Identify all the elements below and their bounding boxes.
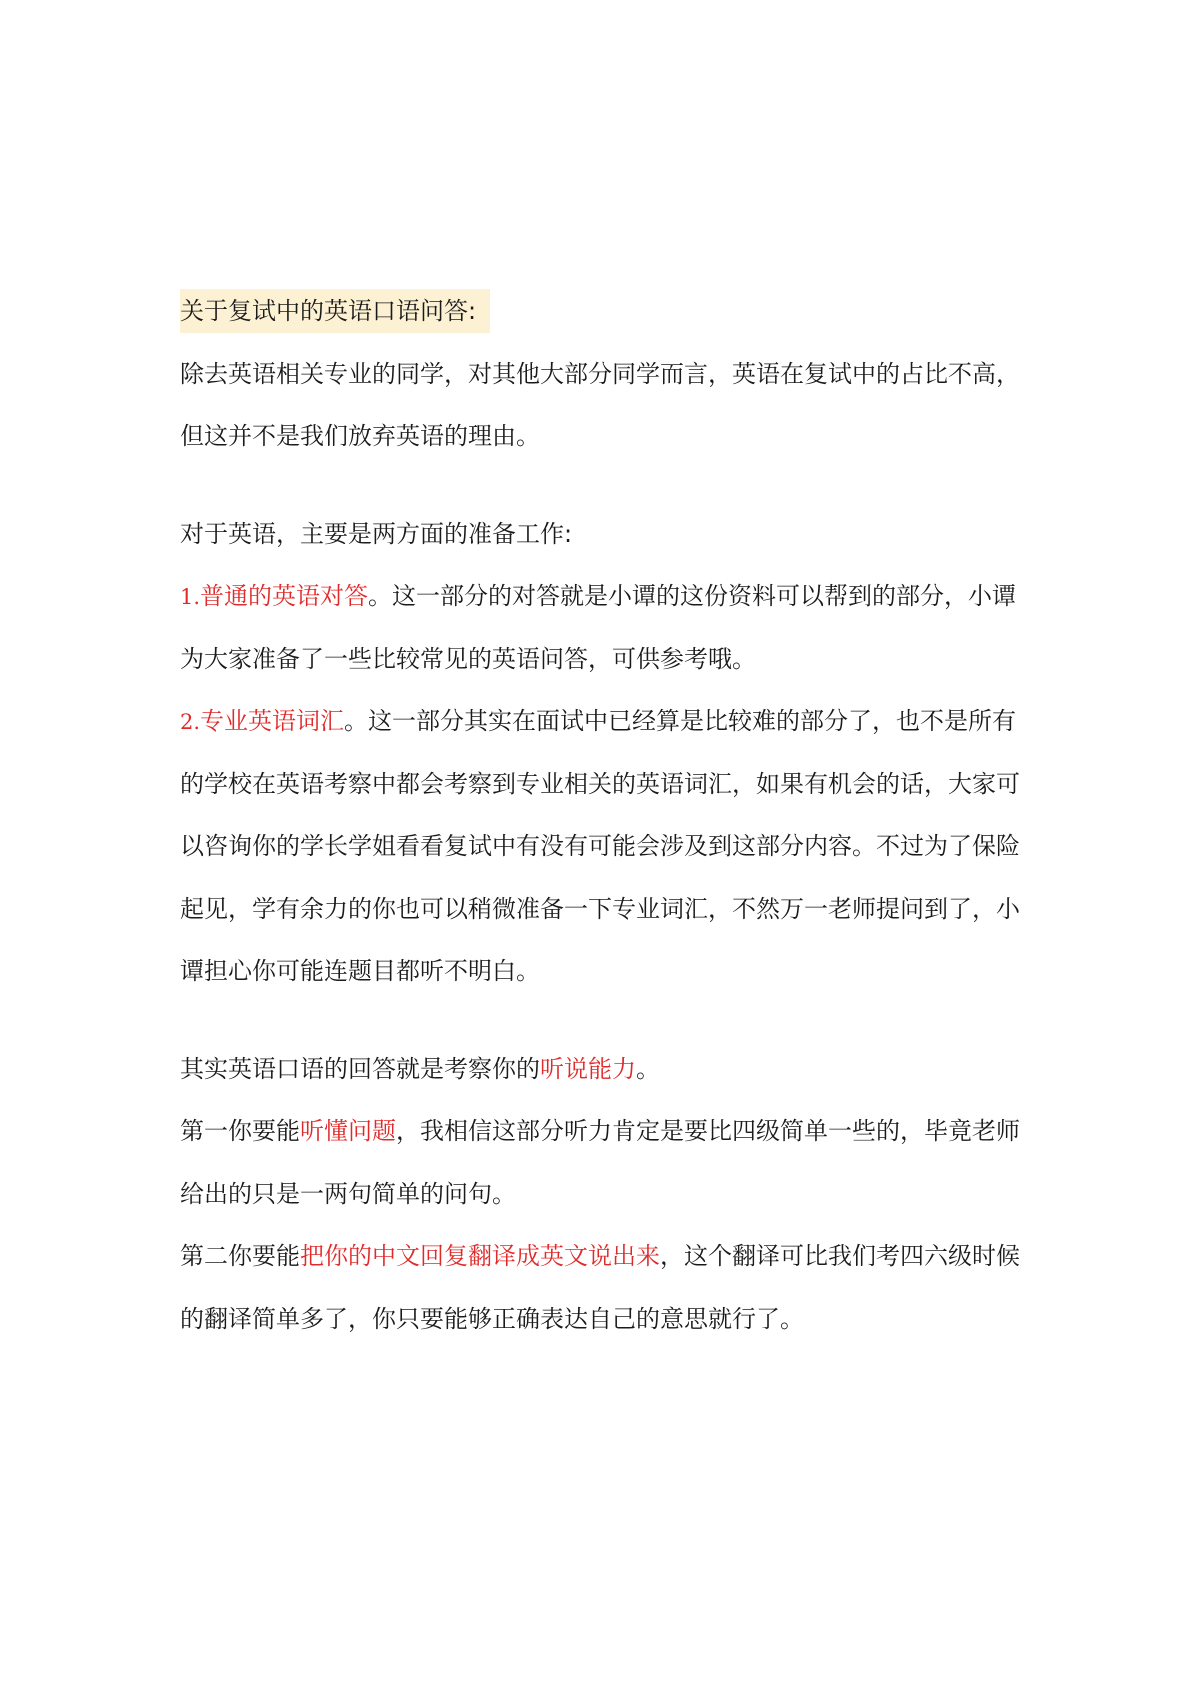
- list-number: 1.: [180, 585, 201, 609]
- paragraph-text: 第二你要能: [180, 1242, 300, 1270]
- highlight-text: 把你的中文回复翻译成英文说出来: [300, 1242, 660, 1270]
- document-body: [180, 280, 1020, 1350]
- paragraph-line: 的翻译简单多了，你只要能够正确表达自己的意思就行了。: [180, 1304, 804, 1333]
- paragraph-text: 。这一部分的对答就是小谭的这份资料可以帮到的部分，小谭: [368, 582, 1017, 610]
- paragraph-line: 为大家准备了一些比较常见的英语问答，可供参考哦。: [180, 644, 756, 673]
- paragraph-text: 其实英语口语的回答就是考察你的: [180, 1054, 540, 1083]
- paragraph-text: 。: [636, 1054, 660, 1083]
- speaking-second: [180, 1225, 1020, 1288]
- spacer: [180, 468, 1020, 503]
- paragraph-line: 给出的只是一两句简单的问句。: [180, 1179, 516, 1208]
- paragraph-line: 以咨询你的学长学姐看看复试中有没有可能会涉及到这部分内容。不过为了保险: [180, 832, 1020, 860]
- speaking-intro: [180, 1038, 1020, 1101]
- heading-line: [180, 280, 1020, 343]
- paragraph-text: 。这一部分其实在面试中已经算是比较难的部分了，也不是所有: [344, 707, 1017, 735]
- paragraph-line: 的学校在英语考察中都会考察到专业相关的英语词汇，如果有机会的话，大家可: [180, 769, 1020, 798]
- paragraph-text: ，我相信这部分听力肯定是要比四级简单一些的，毕竟老师: [396, 1117, 1020, 1145]
- paragraph-line: 但这并不是我们放弃英语的理由。: [180, 422, 540, 450]
- paragraph-line: 起见，学有余力的你也可以稍微准备一下专业词汇，不然万一老师提问到了，小: [180, 894, 1020, 923]
- highlight-text: 听懂问题: [300, 1117, 396, 1145]
- highlight-text: 普通的英语对答: [200, 582, 369, 610]
- list-item-1: [180, 565, 1020, 628]
- paragraph-line: 除去英语相关专业的同学，对其他大部分同学而言，英语在复试中的占比不高，: [180, 359, 1020, 388]
- list-number: 2.: [180, 710, 201, 734]
- paragraph-text: 第一你要能: [180, 1117, 300, 1145]
- highlight-text: 专业英语词汇: [200, 707, 345, 735]
- highlight-text: 听说能力: [540, 1054, 636, 1083]
- spacer: [180, 1003, 1020, 1038]
- paragraph-text: ，这个翻译可比我们考四六级时候: [660, 1242, 1020, 1270]
- paragraph-line: 谭担心你可能连题目都听不明白。: [180, 957, 540, 985]
- prep-title: 对于英语，主要是两方面的准备工作:: [180, 519, 573, 548]
- section-heading: 关于复试中的英语口语问答:: [180, 289, 490, 333]
- list-item-2: [180, 690, 1020, 753]
- speaking-first: [180, 1100, 1020, 1163]
